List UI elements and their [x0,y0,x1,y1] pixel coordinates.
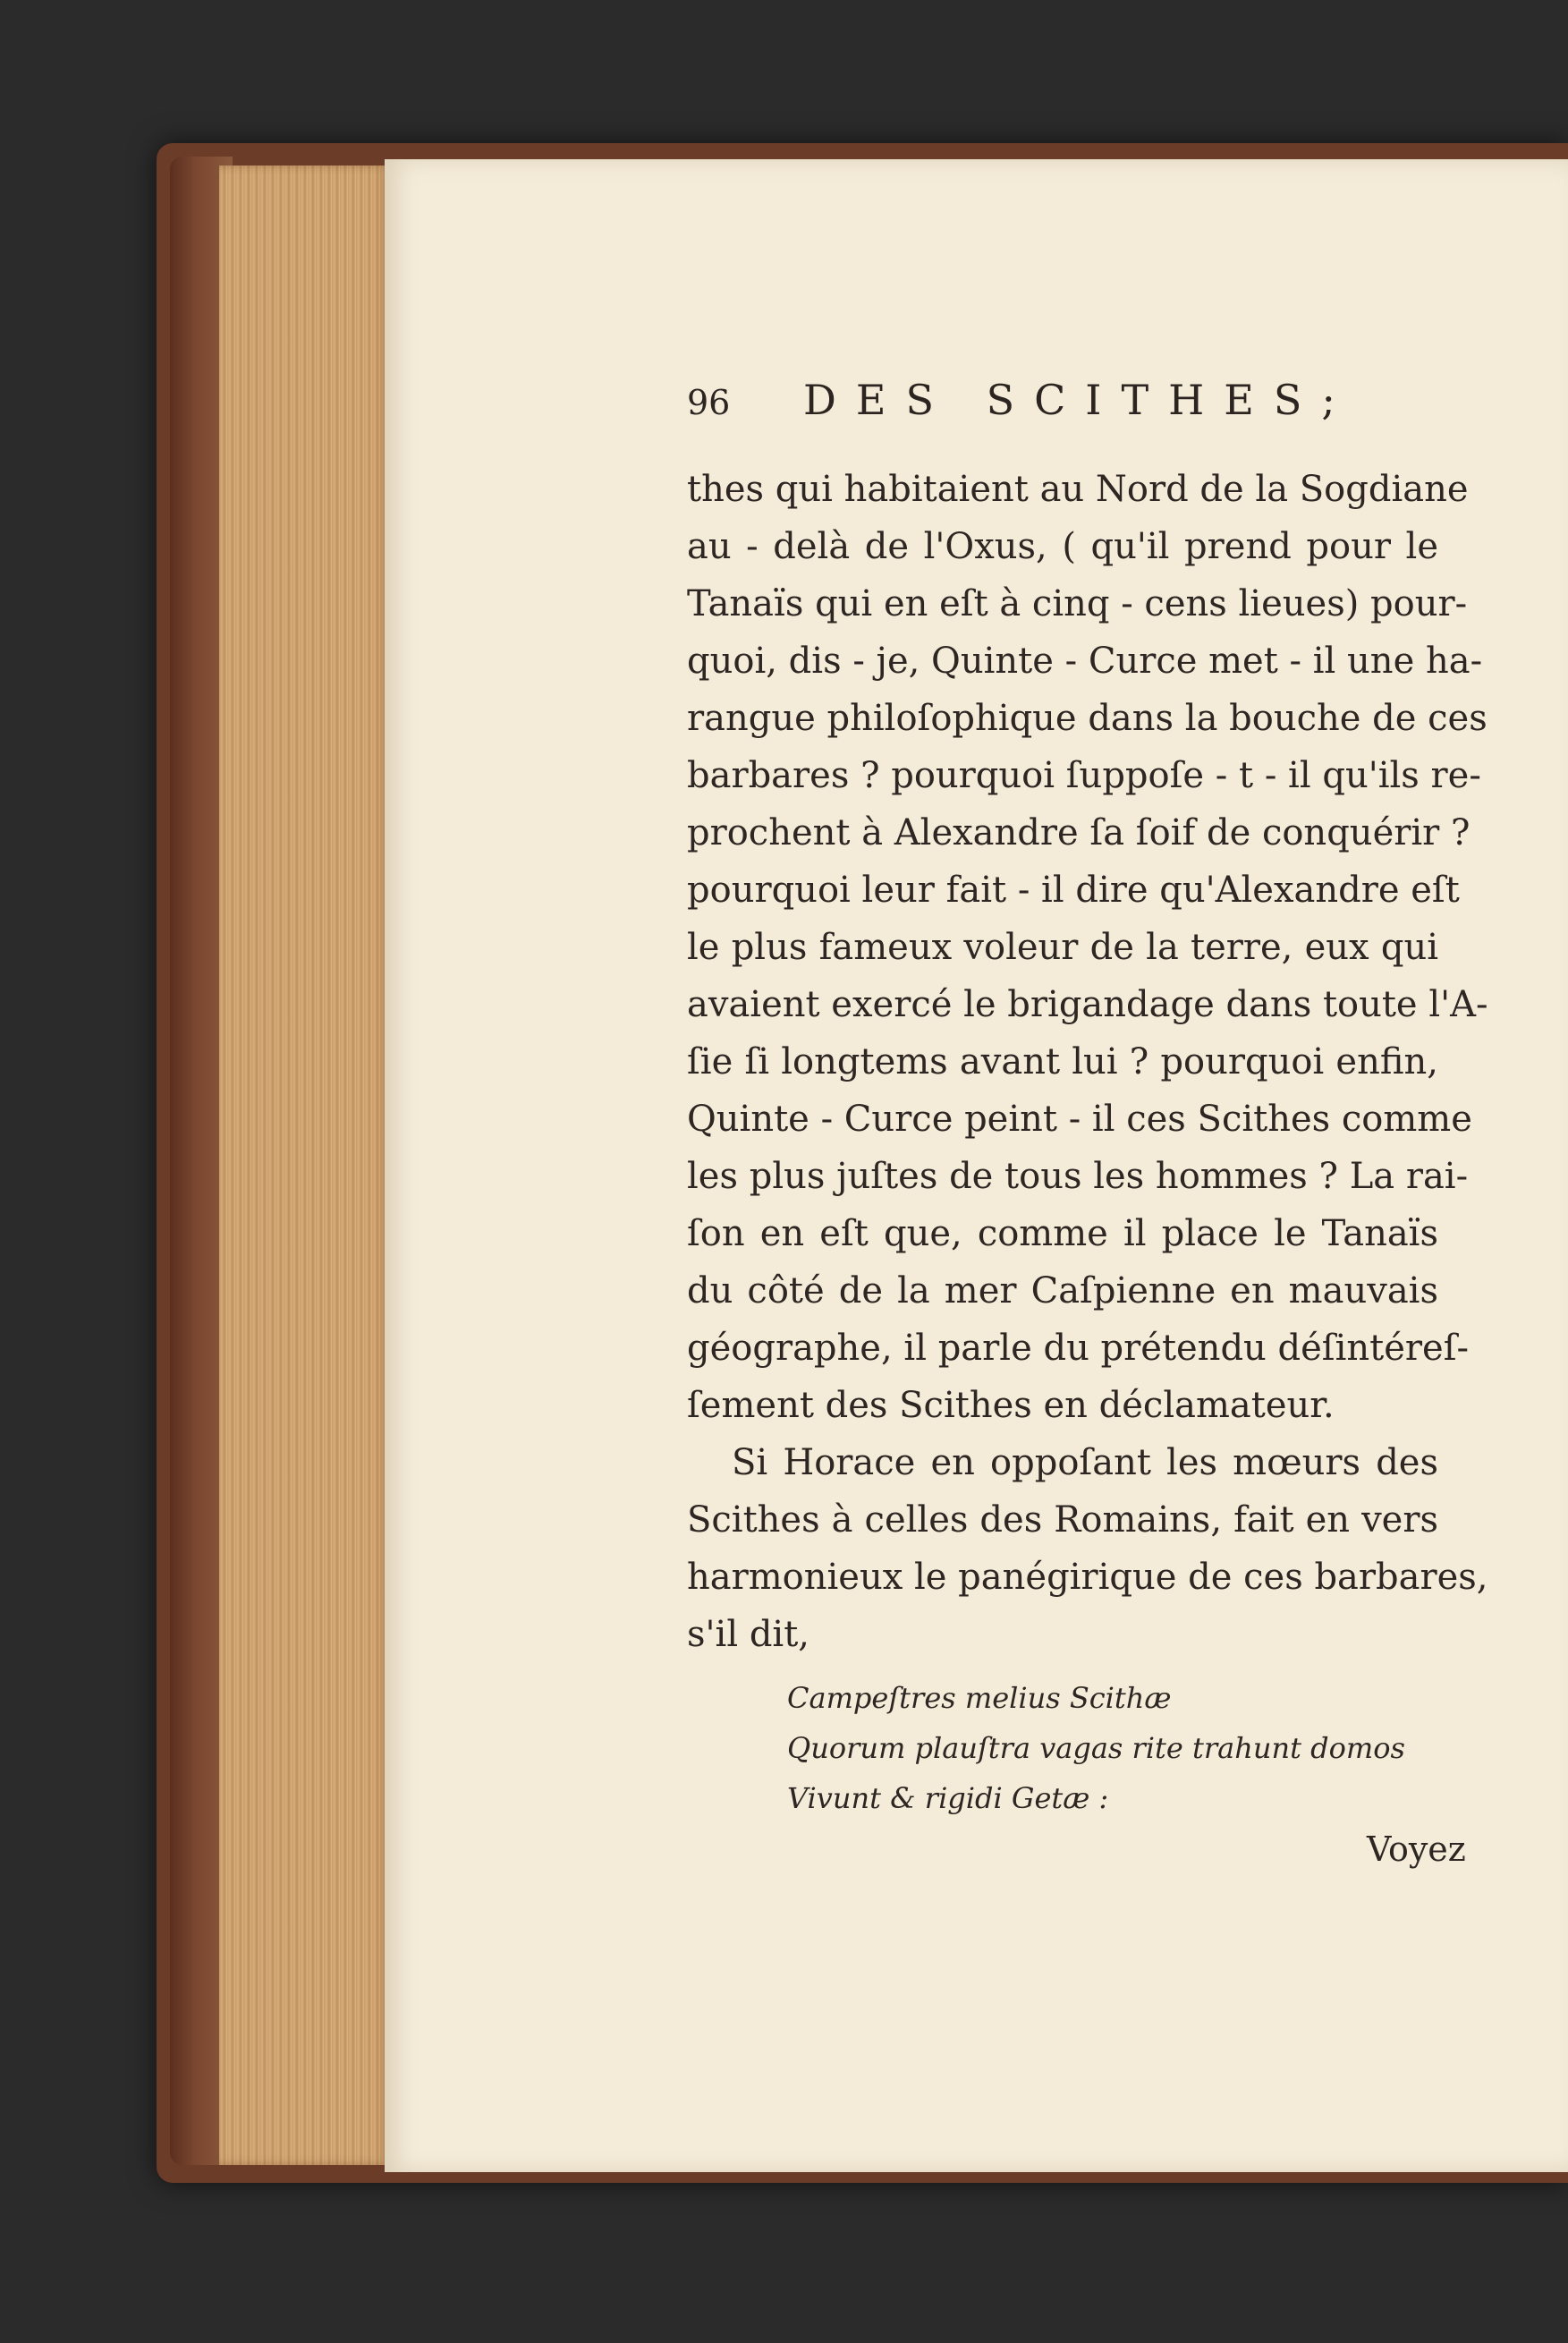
verse-quotation [787,1673,1431,1823]
text-line: Tanaïs qui en eſt à cinq - cens lieues) pour- [687,583,1468,624]
text-line: pourquoi leur fait - il dire qu'Alexandre eſt [687,870,1460,911]
text-line: Scithes à celles des Romains, fait en vers [687,1499,1438,1541]
text-line: ſie ſi longtems avant lui ? pourquoi enfin, [687,1041,1438,1082]
text-line: harmonieux le panégirique de ces barbares, [687,1557,1488,1598]
text-line: les plus juſtes de tous les hommes ? La rai- [687,1156,1469,1197]
page-header [687,376,1394,429]
page-edges [219,166,389,2165]
verse-line: Quorum plauſtra vagas rite trahunt domos [787,1731,1405,1765]
text-line: le plus fameux voleur de la terre, eux qui [687,927,1438,968]
text-line: thes qui habitaient au Nord de la Sogdiane [687,469,1469,510]
catchword: Voyez [1367,1829,1466,1869]
text-line: du côté de la mer Caſpienne en mauvais [687,1270,1438,1312]
body-text [687,461,1488,1663]
text-line: barbares ? pourquoi ſuppoſe - t - il qu'ils re- [687,755,1481,796]
page-number: 96 [687,383,731,422]
text-line: ſement des Scithes en déclamateur. [687,1385,1335,1426]
text-line: Si Horace en oppoſant les mœurs des [732,1442,1438,1483]
verse-line: Vivunt & rigidi Getæ : [787,1781,1109,1815]
text-line: ſon en eſt que, comme il place le Tanaïs [687,1213,1438,1254]
text-line: géographe, il parle du prétendu déſintéreſ- [687,1328,1470,1369]
running-head: DES SCITHES; [803,376,1355,424]
text-line: prochent à Alexandre ſa ſoif de conquérir ? [687,812,1471,853]
text-line: Quinte - Curce peint - il ces Scithes comme [687,1099,1472,1140]
text-line: au - delà de l'Oxus, ( qu'il prend pour le [687,526,1438,567]
text-line: rangue philoſophique dans la bouche de ces [687,698,1487,739]
text-line: s'il dit, [687,1614,810,1655]
verse-line: Campeſtres melius Scithæ [787,1681,1172,1715]
text-line: avaient exercé le brigandage dans toute l'A- [687,984,1488,1025]
text-line: quoi, dis - je, Quinte - Curce met - il une ha- [687,641,1483,682]
